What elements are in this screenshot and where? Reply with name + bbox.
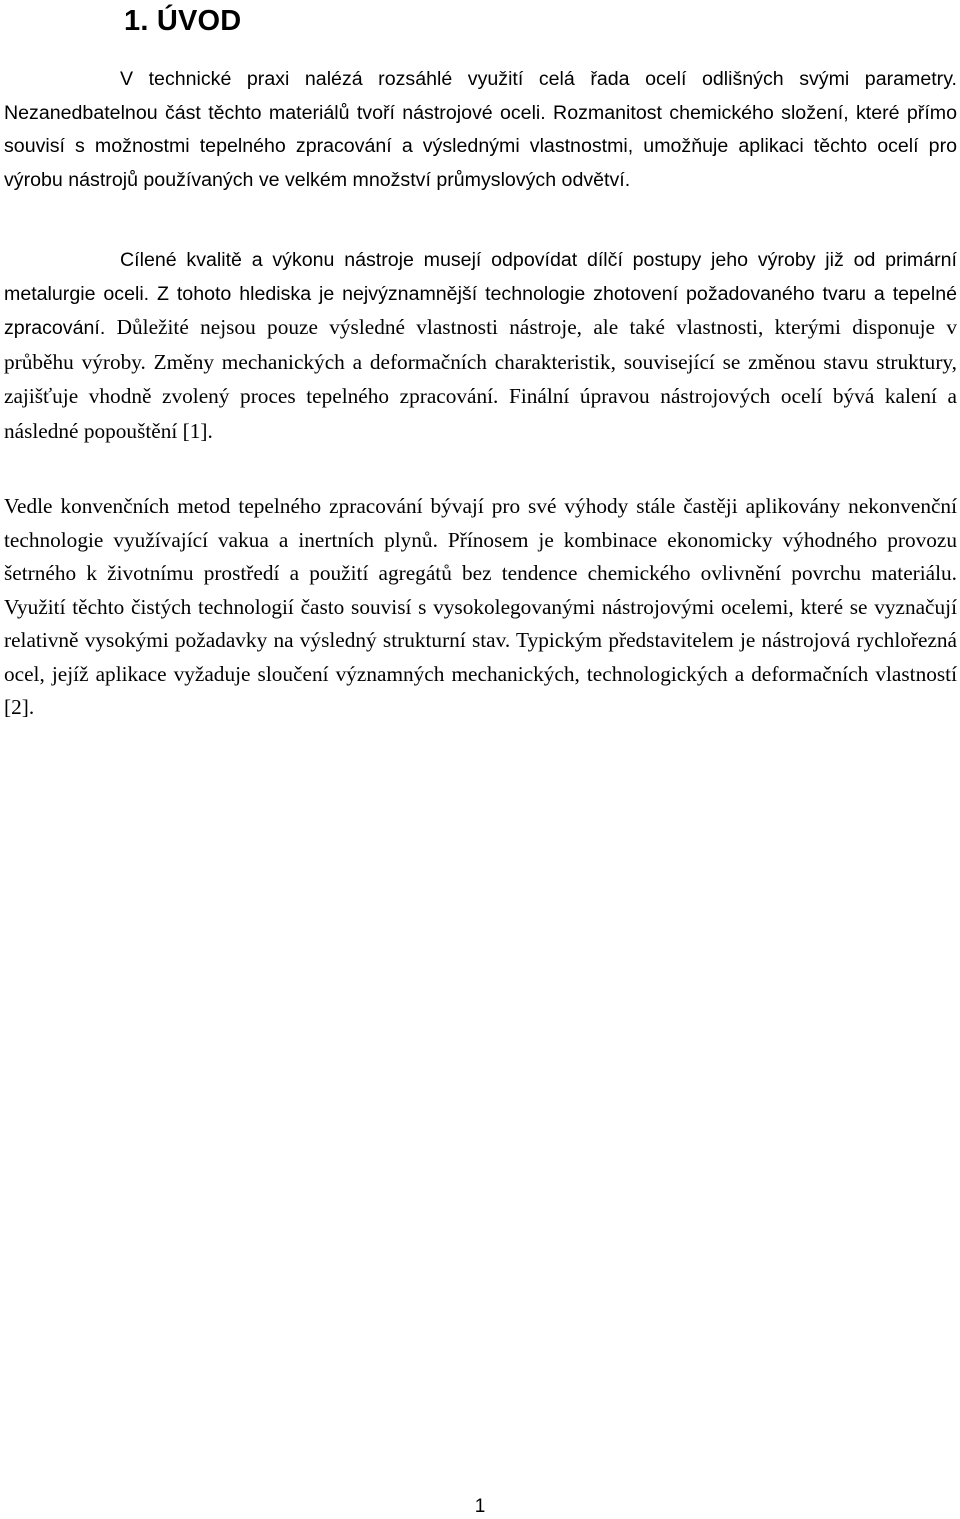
section-heading: 1. ÚVOD xyxy=(124,5,242,37)
paragraph-2 xyxy=(4,244,957,449)
page-number: 1 xyxy=(474,1496,486,1517)
paragraph-2-part-3: Změny mechanických a deformačních charakteristik, související se změnou stavu struktury, zajišťuje vhodně zvolený proces tepelného zpracování. Finální úpravou nástrojových ocelí bývá kalení a následné popouštění [1]. xyxy=(4,349,958,443)
paragraph-3: Vedle konvenčních metod tepelného zpracování bývají pro své výhody stále častěji aplikovány nekonvenční technologie využívající vakua a inertních plynů. Přínosem je kombinace ekonomicky výhodného provozu šetrného k životnímu prostředí a použití agregátů bez tendence chemického ovlivnění povrchu materiálu. Využití těchto čistých technologií často souvisí s vysokolegovanými nástrojovými ocelemi, které se vyznačují relativně vysokými požadavky na výsledný strukturní stav. Typickým představitelem je nástrojová rychlořezná ocel, jejíž aplikace vyžaduje sloučení významných mechanických, technologických a deformačních vlastností [2]. xyxy=(4,494,957,719)
paragraph-2-part-1: Cílené kvalitě a výkonu nástroje musejí odpovídat dílčí postupy jeho výroby již od primární metalurgie oceli. Z tohoto hlediska je nejvýznamnější technologie zhotovení požadovaného tvaru a tepelné zpracování. xyxy=(4,249,957,339)
paragraph-1: V technické praxi nalézá rozsáhlé využití celá řada ocelí odlišných svými parametry. Nezanedbatelnou část těchto materiálů tvoří nástrojové oceli. Rozmanitost chemického složení, které přímo souvisí s možnostmi tepelného zpracování a výslednými vlastnostmi, umožňuje aplikaci těchto ocelí pro výrobu nástrojů používaných ve velkém množství průmyslových odvětví. xyxy=(4,68,957,191)
paragraph-2-part-2: Důležité nejsou pouze výsledné vlastnosti nástroje, ale také vlastnosti, kterými disponuje v průběhu výroby. xyxy=(4,315,957,374)
